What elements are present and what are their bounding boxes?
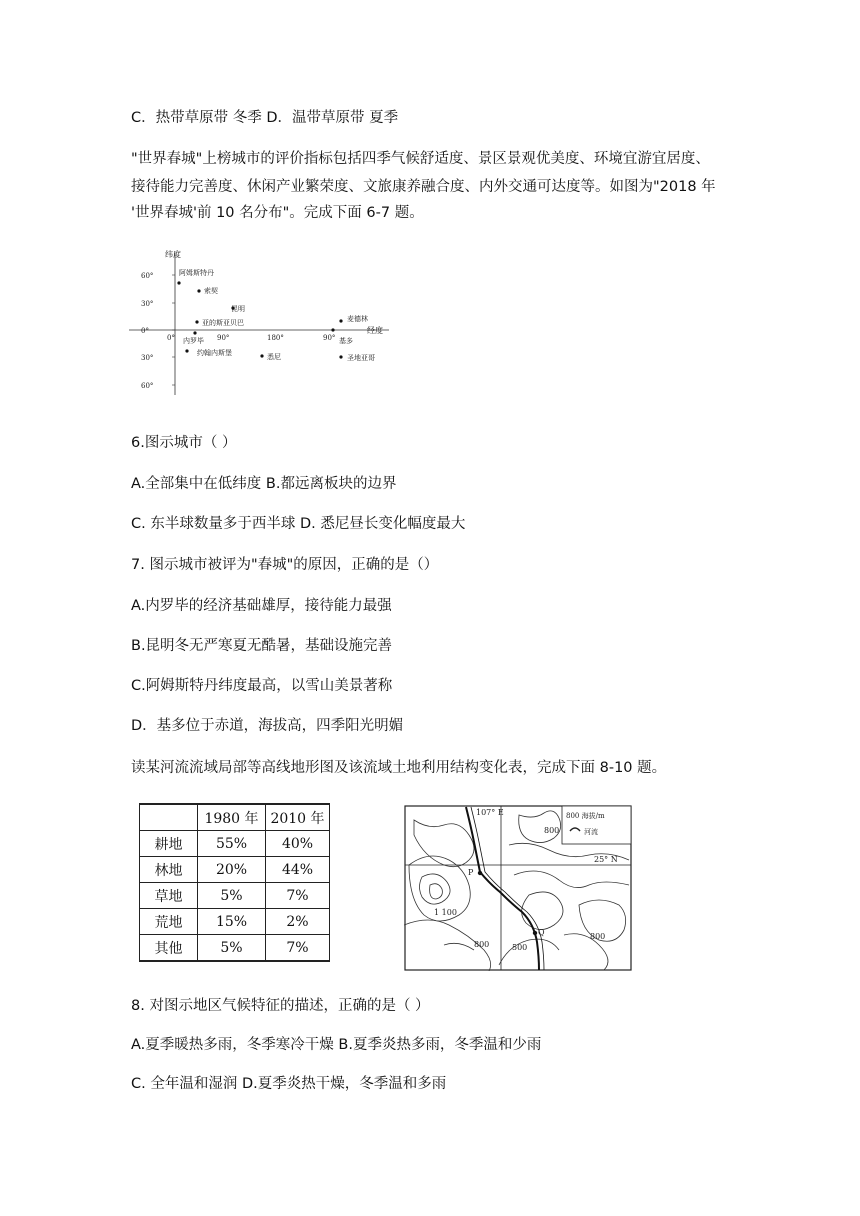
contour-map-figure [404,805,632,971]
city-label: 阿姆斯特丹 [179,269,214,277]
q8-options-ab: A.夏季暖热多雨，冬季寒冷干燥 B.夏季炎热多雨，冬季温和少雨 [131,1037,542,1053]
y-tick-label: 30° [141,354,154,362]
contour-label: 800 [590,932,606,941]
x-tick-label: 180° [267,334,284,342]
table-header-cell: 1980 年 [198,804,266,831]
table-row [140,883,330,909]
table-row [140,935,330,962]
x-tick-label: 90° [323,334,336,342]
q8-stem: 8. 对图示地区气候特征的描述，正确的是（ ） [131,998,430,1014]
legend-river-label: 河流 [584,828,598,836]
intro-8-10: 读某河流流域局部等高线地形图及该流域土地利用结构变化表，完成下面 8-10 题。 [131,760,667,776]
city-point [260,354,263,357]
intro-6-7-line-3: '世界春城'前 10 名分布"。完成下面 6-7 题。 [131,205,424,221]
intro-6-7-line-2: 接待能力完善度、休闲产业繁荣度、文旅康养融合度、内外交通可达度等。如图为"2018 年 [131,179,716,195]
point-q-marker [533,931,537,935]
table-cell: 其他 [140,935,198,962]
city-label: 圣地亚哥 [347,354,375,362]
contour-label: 800 [544,826,560,835]
city-label: 亚的斯亚贝巴 [202,319,244,327]
table-cell: 5% [198,935,266,962]
q7-option-d: D．基多位于赤道，海拔高，四季阳光明媚 [131,718,404,734]
city-label: 索契 [204,287,218,295]
q7-option-a: A.内罗毕的经济基础雄厚，接待能力最强 [131,598,392,614]
city-point [193,331,196,334]
point-p-label: P [468,868,474,877]
table-cell: 55% [198,831,266,857]
table-header-cell: 2010 年 [266,804,330,831]
point-q-label: Q [538,928,545,937]
x-axis-label: 经度 [367,326,383,335]
city-label: 约翰内斯堡 [197,349,232,357]
table-cell: 20% [198,857,266,883]
city-label: 内罗毕 [183,337,204,345]
table-cell: 40% [266,831,330,857]
table-row [140,831,330,857]
q6-stem: 6.图示城市（ ） [131,435,237,451]
x-tick-label: 0° [167,334,175,342]
q7-stem: 7. 图示城市被评为"春城"的原因，正确的是（） [131,557,439,573]
point-p-marker [478,871,482,875]
table-cell: 15% [198,909,266,935]
latitude-label: 25° N [594,855,618,864]
table-header-cell [140,804,198,831]
city-point [197,289,200,292]
land-use-table [139,803,330,962]
table-cell: 林地 [140,857,198,883]
contour-label: 1 100 [434,908,457,917]
q8-options-cd: C. 全年温和湿润 D.夏季炎热干燥，冬季温和多雨 [131,1076,447,1092]
city-point [185,349,188,352]
city-label: 昆明 [231,305,245,313]
longitude-label: 107° E [476,808,504,817]
world-spring-city-scatter-figure [127,245,397,405]
table-cell: 2% [266,909,330,935]
table-cell: 44% [266,857,330,883]
city-label: 悉尼 [267,353,281,361]
city-point [339,319,342,322]
table-row [140,857,330,883]
city-point [339,355,342,358]
table-header-row [140,804,330,831]
table-cell: 7% [266,935,330,962]
q7-option-c: C.阿姆斯特丹纬度最高，以雪山美景著称 [131,678,393,694]
contour-label: 500 [512,943,528,952]
table-cell: 荒地 [140,909,198,935]
city-points [177,268,375,362]
q6-options-ab: A.全部集中在低纬度 B.都远离板块的边界 [131,476,397,492]
y-ticks [141,272,175,390]
y-tick-label: 0° [141,327,149,335]
x-tick-label: 90° [217,334,230,342]
city-label: 麦德林 [347,315,368,323]
y-tick-label: 60° [141,272,154,280]
city-label: 基多 [339,337,353,345]
q7-option-b: B.昆明冬无严寒夏无酷暑，基础设施完善 [131,638,393,654]
city-point [195,320,198,323]
contour-label: 800 [474,940,490,949]
city-point [177,281,180,284]
intro-6-7-line-1: "世界春城"上榜城市的评价指标包括四季气候舒适度、景区景观优美度、环境宜游宜居度、 [131,151,710,167]
y-tick-label: 60° [141,382,154,390]
y-tick-label: 30° [141,300,154,308]
line-q5-options: C．热带草原带 冬季 D．温带草原带 夏季 [131,110,399,126]
table-cell: 草地 [140,883,198,909]
legend-contour-label: 800 海拔/m [566,812,605,820]
q6-options-cd: C. 东半球数量多于西半球 D. 悉尼昼长变化幅度最大 [131,516,466,532]
table-row [140,909,330,935]
city-point [331,328,334,331]
y-axis-label: 纬度 [165,250,181,259]
table-cell: 耕地 [140,831,198,857]
table-cell: 5% [198,883,266,909]
table-cell: 7% [266,883,330,909]
